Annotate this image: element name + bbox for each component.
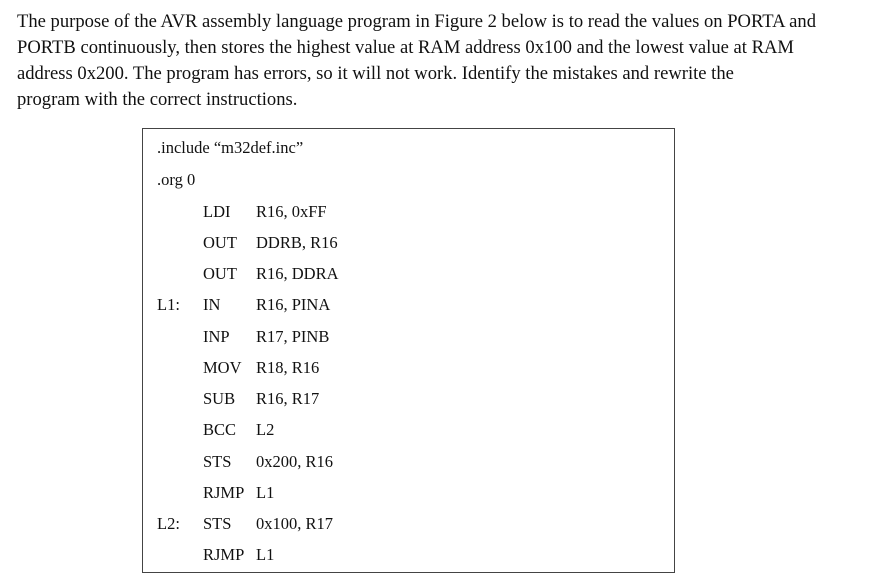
code-operand: L2 bbox=[256, 420, 275, 439]
code-operand: R16, PINA bbox=[256, 295, 331, 314]
code-mnemonic: LDI bbox=[203, 202, 231, 221]
include-directive: .include “m32def.inc” bbox=[157, 138, 304, 157]
question-line-4: program with the correct instructions. bbox=[17, 89, 298, 110]
code-operand: R17, PINB bbox=[256, 327, 330, 346]
code-mnemonic: STS bbox=[203, 452, 232, 471]
code-mnemonic: SUB bbox=[203, 389, 236, 408]
code-operand: L1 bbox=[256, 545, 275, 564]
code-operand: 0x100, R17 bbox=[256, 514, 334, 533]
question-line-2: PORTB continuously, then stores the highest value at RAM address 0x100 and the lowest value at RAM bbox=[17, 37, 794, 58]
code-mnemonic: INP bbox=[203, 327, 230, 346]
code-mnemonic: RJMP bbox=[203, 545, 245, 564]
code-operand: R18, R16 bbox=[256, 358, 320, 377]
code-label: L2: bbox=[157, 514, 180, 533]
code-label: L1: bbox=[157, 295, 180, 314]
code-operand: R16, DDRA bbox=[256, 264, 339, 283]
code-mnemonic: RJMP bbox=[203, 483, 245, 502]
question-line-1: The purpose of the AVR assembly language program in Figure 2 below is to read the values on PORTA and bbox=[17, 11, 817, 32]
question-text bbox=[17, 9, 887, 113]
code-mnemonic: MOV bbox=[203, 358, 242, 377]
code-mnemonic: BCC bbox=[203, 420, 237, 439]
code-mnemonic: OUT bbox=[203, 233, 237, 252]
code-operand: R16, 0xFF bbox=[256, 202, 327, 221]
org-directive: .org 0 bbox=[157, 170, 196, 189]
code-mnemonic: IN bbox=[203, 295, 221, 314]
code-operand: DDRB, R16 bbox=[256, 233, 338, 252]
code-operand: 0x200, R16 bbox=[256, 452, 334, 471]
question-line-3: address 0x200. The program has errors, so it will not work. Identify the mistakes and rewrite the bbox=[17, 63, 734, 84]
code-listing-box bbox=[142, 128, 675, 573]
code-operand: L1 bbox=[256, 483, 275, 502]
code-operand: R16, R17 bbox=[256, 389, 320, 408]
code-mnemonic: OUT bbox=[203, 264, 237, 283]
code-mnemonic: STS bbox=[203, 514, 232, 533]
